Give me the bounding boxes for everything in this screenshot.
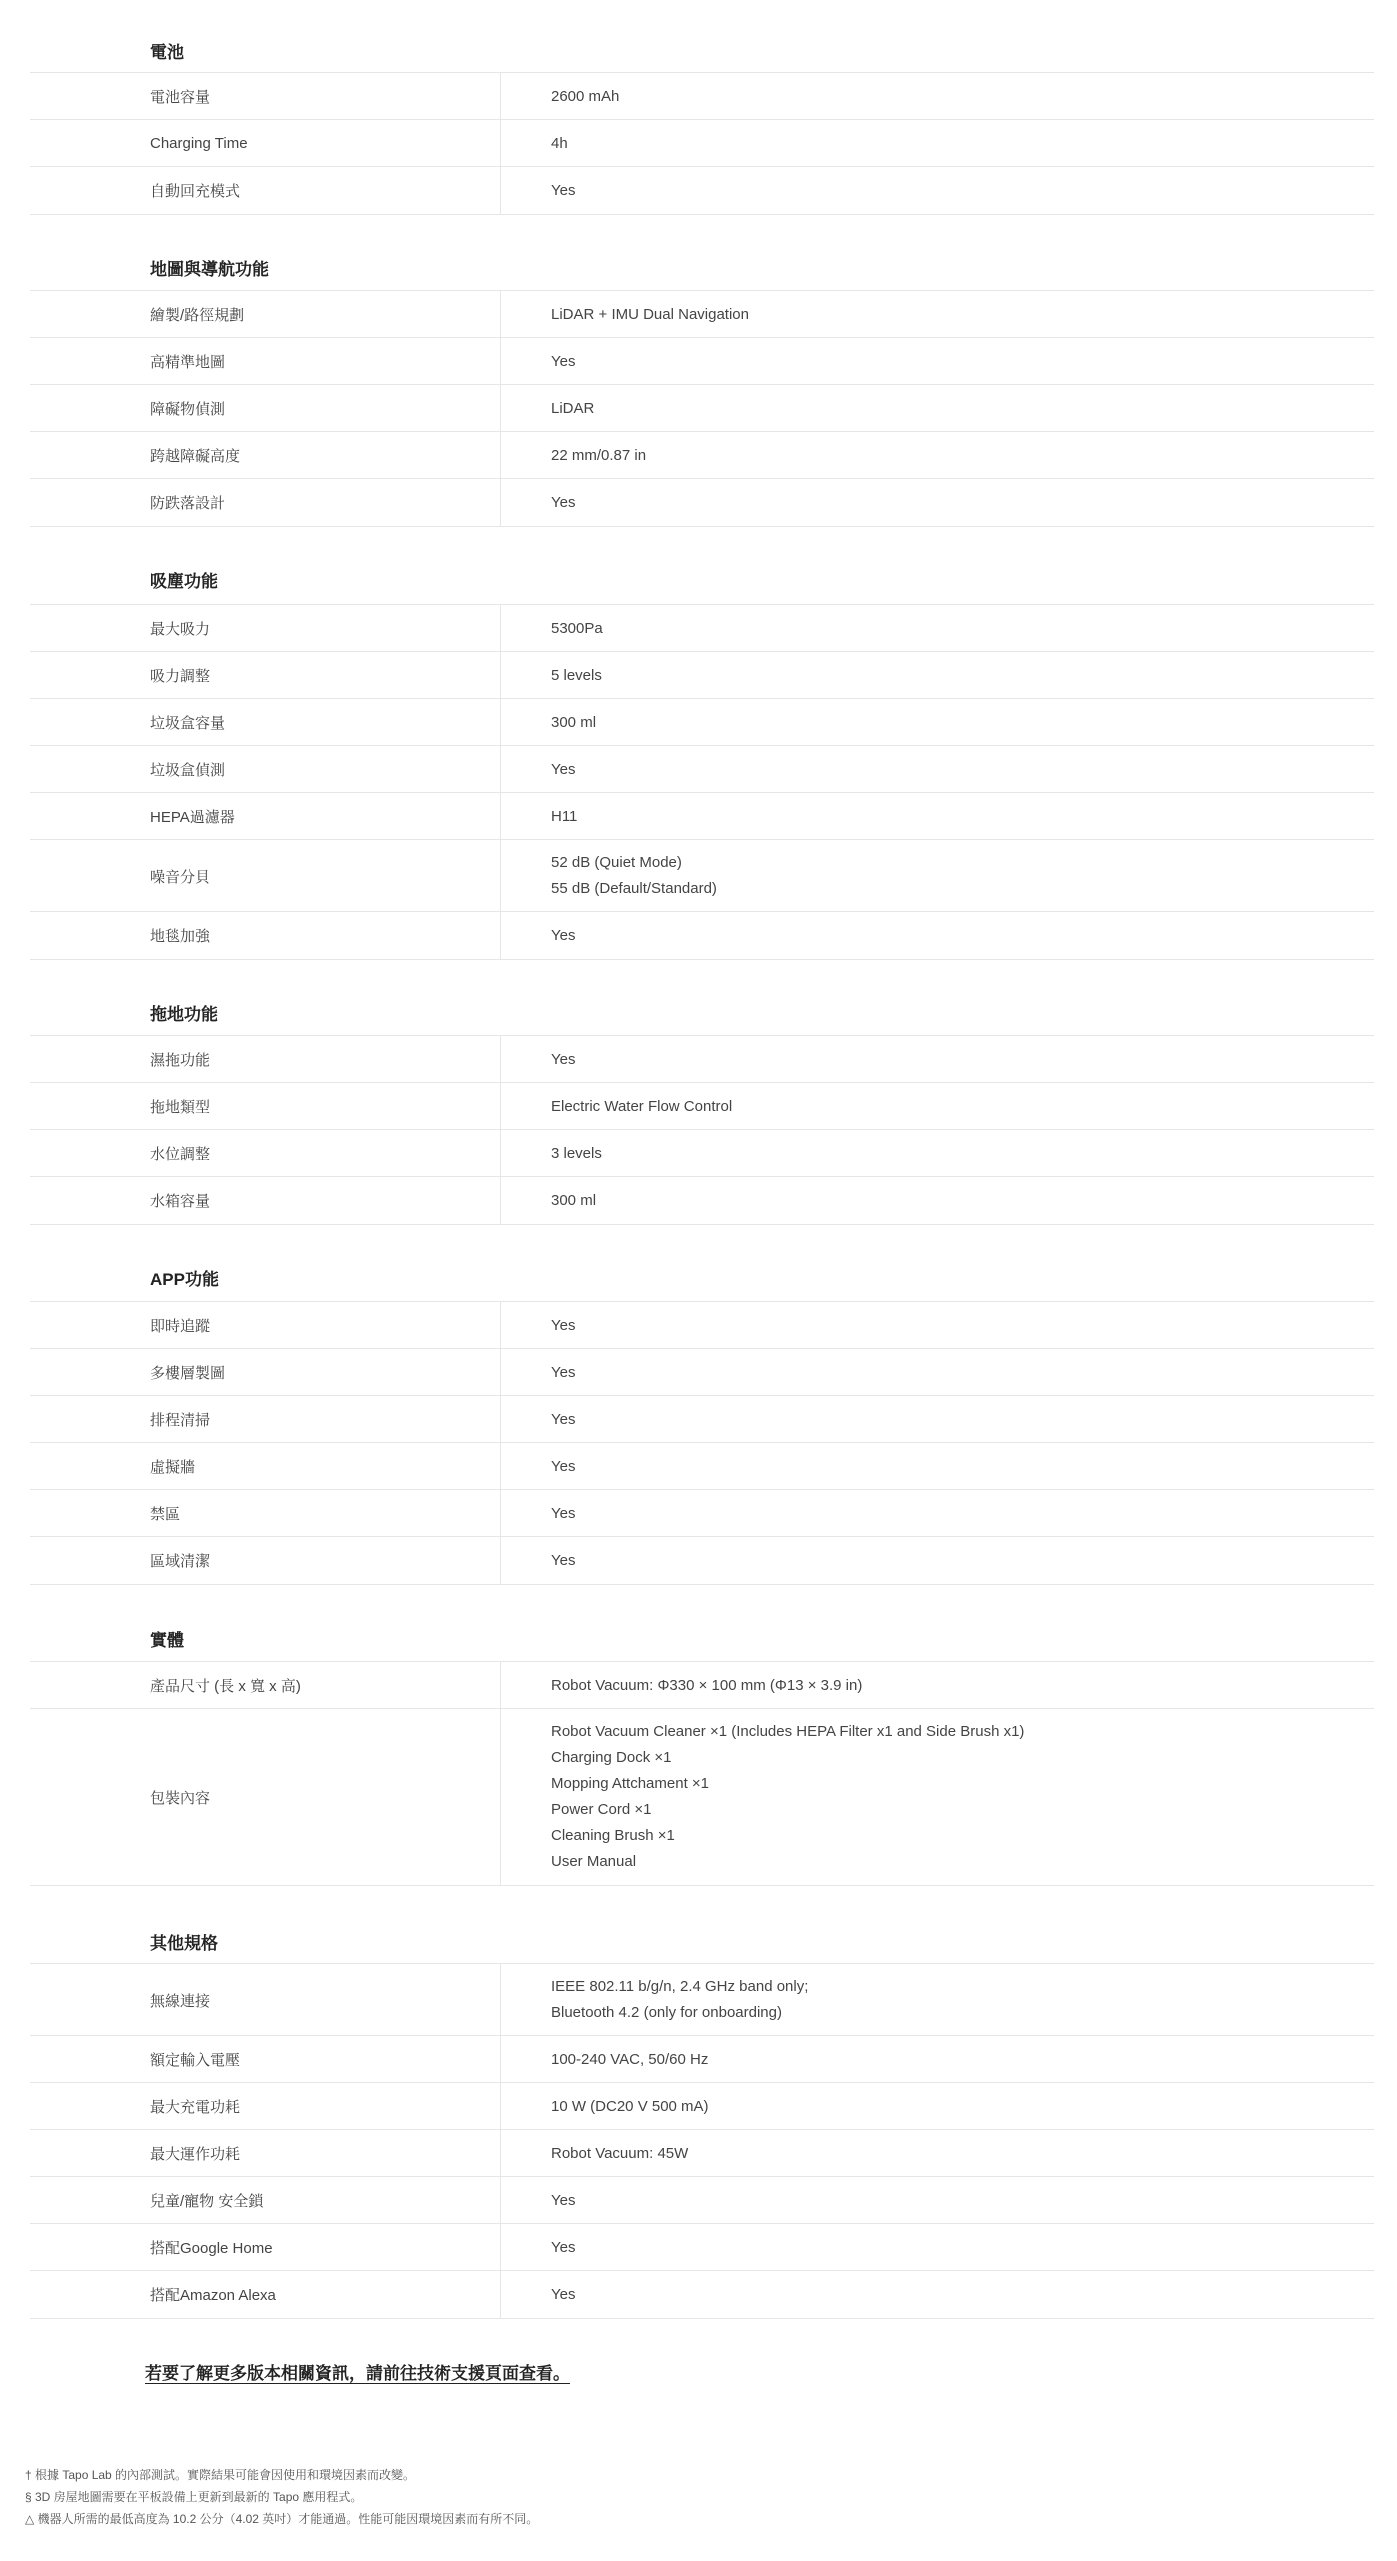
- spec-value: [501, 2224, 1374, 2271]
- spec-label: 即時追蹤: [30, 1302, 501, 1349]
- spec-value: [501, 1964, 1374, 2036]
- spec-row: [30, 337, 1374, 385]
- spec-value-line: Cleaning Brush ×1: [551, 1827, 675, 1844]
- spec-value-line: Yes: [551, 2238, 576, 2256]
- spec-value: [501, 385, 1374, 432]
- spec-value: [501, 652, 1374, 699]
- spec-label: 產品尺寸 (長 x 寬 x 高): [30, 1662, 501, 1709]
- spec-value: [501, 2130, 1374, 2177]
- spec-value-line: Yes: [551, 1363, 576, 1381]
- spec-row: [30, 1395, 1374, 1443]
- spec-label: 拖地類型: [30, 1083, 501, 1130]
- spec-row: [30, 1082, 1374, 1130]
- spec-row: [30, 431, 1374, 479]
- spec-row: [30, 839, 1374, 912]
- spec-value: [501, 1443, 1374, 1490]
- spec-label: 包裝內容: [30, 1709, 501, 1885]
- spec-label: 防跌落設計: [30, 479, 501, 526]
- spec-value-line: Yes: [551, 352, 576, 370]
- spec-row: [30, 1536, 1374, 1585]
- spec-row: [30, 478, 1374, 527]
- spec-value-line: 3 levels: [551, 1144, 602, 1162]
- spec-value-line: Robot Vacuum: 45W: [551, 2144, 689, 2162]
- spec-value: [501, 2036, 1374, 2083]
- spec-label: 障礙物偵測: [30, 385, 501, 432]
- spec-value: [501, 840, 1374, 912]
- spec-label: Charging Time: [30, 120, 501, 167]
- spec-row: [30, 911, 1374, 960]
- spec-value-line: 100-240 VAC, 50/60 Hz: [551, 2050, 709, 2068]
- spec-label: 噪音分貝: [30, 840, 501, 912]
- spec-value: [501, 1537, 1374, 1584]
- spec-value-line: Yes: [551, 926, 576, 944]
- spec-value: [501, 1396, 1374, 1443]
- spec-label: 額定輸入電壓: [30, 2036, 501, 2083]
- section-title: 其他規格: [150, 1934, 218, 1953]
- spec-value-line: Power Cord ×1: [551, 1801, 652, 1818]
- spec-row: [30, 1963, 1374, 2036]
- spec-value: [501, 1490, 1374, 1537]
- spec-label: 垃圾盒容量: [30, 699, 501, 746]
- spec-row: [30, 1708, 1374, 1886]
- spec-label: 吸力調整: [30, 652, 501, 699]
- spec-value: [501, 1709, 1374, 1885]
- footnote: △ 機器人所需的最低高度為 10.2 公分（4.02 英吋）才能通過。性能可能因環境因素而有所不同。: [25, 2512, 539, 2526]
- spec-value-line: 22 mm/0.87 in: [551, 446, 647, 464]
- spec-row: [30, 745, 1374, 793]
- spec-label: 虛擬牆: [30, 1443, 501, 1490]
- spec-value-line: Yes: [551, 2285, 576, 2303]
- spec-value-line: 5300Pa: [551, 619, 603, 637]
- spec-value: [501, 1349, 1374, 1396]
- spec-row: [30, 72, 1374, 120]
- spec-row: [30, 384, 1374, 432]
- spec-row: [30, 1348, 1374, 1396]
- spec-value-line: 300 ml: [551, 1191, 597, 1209]
- spec-label: 多樓層製圖: [30, 1349, 501, 1396]
- spec-value: [501, 1083, 1374, 1130]
- spec-value: [501, 2177, 1374, 2224]
- spec-label: 跨越障礙高度: [30, 432, 501, 479]
- spec-label: 水箱容量: [30, 1177, 501, 1224]
- spec-row: [30, 1176, 1374, 1225]
- spec-value-line: H11: [551, 807, 578, 825]
- spec-value-line: 10 W (DC20 V 500 mA): [551, 2097, 709, 2115]
- section-title: 地圖與導航功能: [150, 260, 269, 279]
- spec-value-line: 5 levels: [551, 666, 602, 684]
- spec-value-line: LiDAR + IMU Dual Navigation: [551, 305, 749, 323]
- spec-label: 水位調整: [30, 1130, 501, 1177]
- spec-value-line: Robot Vacuum: Φ330 × 100 mm (Φ13 × 3.9 in): [551, 1676, 863, 1694]
- spec-value-line: Yes: [551, 1457, 576, 1475]
- spec-value: [501, 338, 1374, 385]
- spec-value: [501, 1177, 1374, 1224]
- spec-value: [501, 912, 1374, 959]
- spec-row: [30, 2176, 1374, 2224]
- spec-value: [501, 1302, 1374, 1349]
- spec-row: [30, 698, 1374, 746]
- spec-row: [30, 604, 1374, 652]
- spec-value: [501, 120, 1374, 167]
- spec-label: 最大充電功耗: [30, 2083, 501, 2130]
- spec-value-line: IEEE 802.11 b/g/n, 2.4 GHz band only;: [551, 1978, 809, 1995]
- spec-value-line: Yes: [551, 1410, 576, 1428]
- spec-value: [501, 793, 1374, 840]
- spec-value-line: Yes: [551, 760, 576, 778]
- spec-label: 高精準地圖: [30, 338, 501, 385]
- section-title: 電池: [150, 43, 184, 62]
- spec-value-line: Yes: [551, 1316, 576, 1334]
- spec-value: [501, 746, 1374, 793]
- spec-row: [30, 166, 1374, 215]
- spec-value-line: 2600 mAh: [551, 87, 620, 105]
- spec-value-line: Robot Vacuum Cleaner ×1 (Includes HEPA Filter x1 and Side Brush x1): [551, 1723, 1025, 1740]
- spec-value-line: 55 dB (Default/Standard): [551, 880, 717, 897]
- spec-label: 繪製/路徑規劃: [30, 291, 501, 338]
- spec-value: [501, 479, 1374, 526]
- spec-label: 排程清掃: [30, 1396, 501, 1443]
- section-title: 拖地功能: [150, 1005, 218, 1024]
- spec-value-line: 4h: [551, 134, 568, 152]
- spec-value-line: User Manual: [551, 1853, 637, 1870]
- footnote: § 3D 房屋地圖需要在平板設備上更新到最新的 Tapo 應用程式。: [25, 2490, 363, 2504]
- spec-label: 地毯加強: [30, 912, 501, 959]
- spec-value: [501, 605, 1374, 652]
- spec-row: [30, 1129, 1374, 1177]
- spec-label: 自動回充模式: [30, 167, 501, 214]
- spec-value: [501, 1662, 1374, 1709]
- spec-value-line: 300 ml: [551, 713, 597, 731]
- spec-row: [30, 792, 1374, 840]
- spec-value-line: 52 dB (Quiet Mode): [551, 854, 682, 871]
- spec-label: 禁區: [30, 1490, 501, 1537]
- spec-row: [30, 1301, 1374, 1349]
- support-page-link[interactable]: 若要了解更多版本相關資訊，請前往技術支援頁面查看。: [145, 2364, 570, 2383]
- section-title: 實體: [150, 1631, 184, 1650]
- spec-value: [501, 699, 1374, 746]
- spec-value: [501, 73, 1374, 120]
- spec-row: [30, 290, 1374, 338]
- spec-value-line: Yes: [551, 1504, 576, 1522]
- spec-row: [30, 2082, 1374, 2130]
- footnote: † 根據 Tapo Lab 的內部測試。實際結果可能會因使用和環境因素而改變。: [25, 2468, 416, 2482]
- spec-value: [501, 291, 1374, 338]
- spec-value-line: Charging Dock ×1: [551, 1749, 672, 1766]
- spec-value-line: Electric Water Flow Control: [551, 1097, 733, 1115]
- spec-value-line: Yes: [551, 1551, 576, 1569]
- footnotes: [25, 2464, 538, 2530]
- spec-label: 濕拖功能: [30, 1036, 501, 1083]
- spec-row: [30, 1035, 1374, 1083]
- spec-row: [30, 2035, 1374, 2083]
- spec-label: HEPA過濾器: [30, 793, 501, 840]
- spec-row: [30, 1661, 1374, 1709]
- spec-value-line: Bluetooth 4.2 (only for onboarding): [551, 2004, 782, 2021]
- spec-value-line: Yes: [551, 2191, 576, 2209]
- spec-label: 電池容量: [30, 73, 501, 120]
- spec-row: [30, 2270, 1374, 2319]
- spec-value: [501, 432, 1374, 479]
- spec-label: 區域清潔: [30, 1537, 501, 1584]
- spec-label: 搭配Google Home: [30, 2224, 501, 2271]
- section-title: APP功能: [150, 1270, 219, 1289]
- spec-label: 無線連接: [30, 1964, 501, 2036]
- spec-row: [30, 1442, 1374, 1490]
- spec-row: [30, 1489, 1374, 1537]
- spec-value-line: Mopping Attchament ×1: [551, 1775, 710, 1792]
- spec-value-line: LiDAR: [551, 399, 595, 417]
- spec-row: [30, 2223, 1374, 2271]
- spec-value-line: Yes: [551, 493, 576, 511]
- section-title: 吸塵功能: [150, 572, 218, 591]
- spec-value-line: Yes: [551, 181, 576, 199]
- spec-label: 垃圾盒偵測: [30, 746, 501, 793]
- spec-label: 最大吸力: [30, 605, 501, 652]
- spec-value: [501, 167, 1374, 214]
- spec-value: [501, 1130, 1374, 1177]
- spec-value: [501, 2271, 1374, 2318]
- spec-value-line: Yes: [551, 1050, 576, 1068]
- spec-row: [30, 2129, 1374, 2177]
- spec-label: 兒童/寵物 安全鎖: [30, 2177, 501, 2224]
- spec-row: [30, 119, 1374, 167]
- spec-label: 最大運作功耗: [30, 2130, 501, 2177]
- spec-value: [501, 2083, 1374, 2130]
- spec-value: [501, 1036, 1374, 1083]
- spec-label: 搭配Amazon Alexa: [30, 2271, 501, 2318]
- spec-row: [30, 651, 1374, 699]
